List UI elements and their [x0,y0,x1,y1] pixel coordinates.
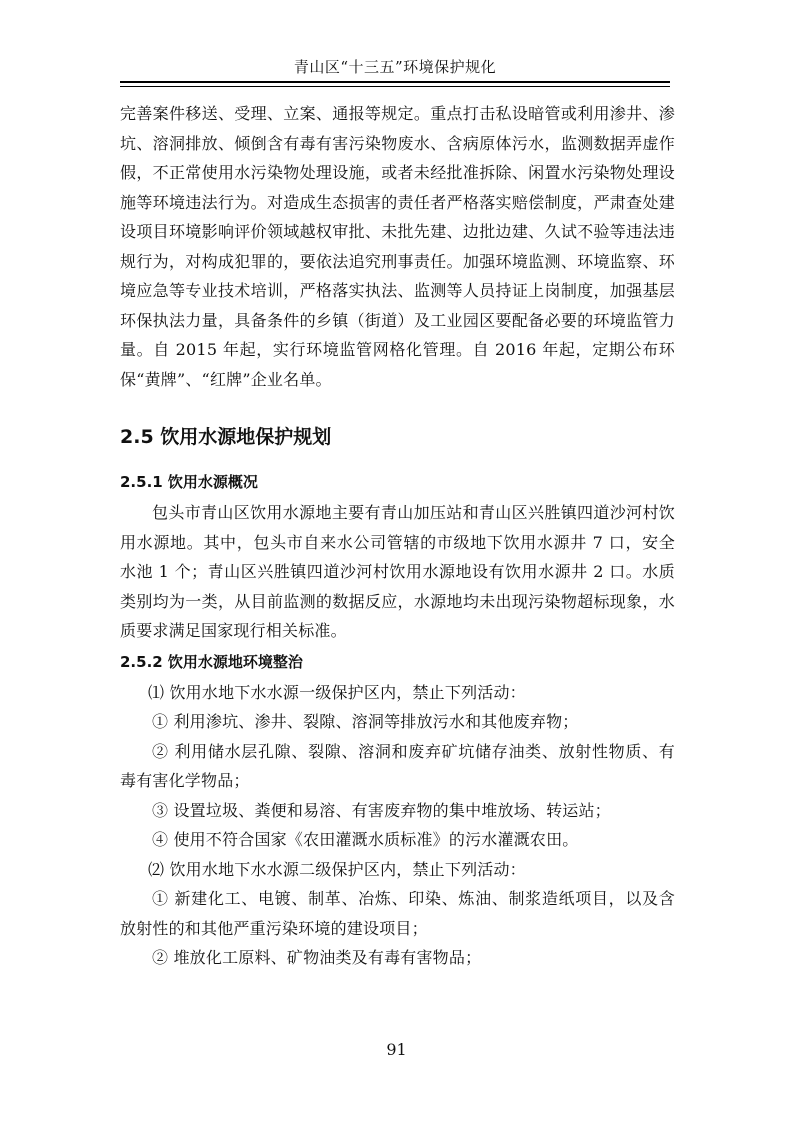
section-2-5-1-body: 包头市青山区饮用水源地主要有青山加压站和青山区兴胜镇四道沙河村饮用水源地。其中，包头市自来水公司管辖的市级地下饮用水源井 7 口，安全水池 1 个；青山区兴胜镇四道沙河村饮用水源地设有饮用水源井 2 口。水质类别均为一类，从目前监测的数据反应，水源地均未出现污染物超标现象，水质要求满足国家现行相关标准。 [120,503,675,640]
sub-clause-1: ⑴ 饮用水地下水水源一级保护区内，禁止下列活动： [148,682,526,702]
list-item: ④ 使用不符合国家《农田灌溉水质标准》的污水灌溉农田。 [152,830,579,849]
intro-paragraph: 完善案件移送、受理、立案、通报等规定。重点打击私设暗管或利用渗井、渗坑、溶洞排放、倾倒含有毒有害污染物废水、含病原体污水，监测数据弄虚作假，不正常使用水污染物处理设施，或者未经批准拆除、闲置水污染物处理设施等环境违法行为。对造成生态损害的责任者严格落实赔偿制度，严肃查处建设项目环境影响评价领域越权审批、未批先建、边批边建、久试不验等违法违规行为，对构成犯罪的，要依法追究刑事责任。加强环境监测、环境监察、环境应急等专业技术培训，严格落实执法、监测等人员持证上岗制度，加强基层环保执法力量，具备条件的乡镇（街道）及工业园区要配备必要的环境监管力量。自 2015 年起，实行环境监管网格化管理。自 2016 年起，定期公布环保“黄牌”、“红牌”企业名单。 [120,104,675,389]
list-item: ① 利用渗坑、渗井、裂隙、溶洞等排放污水和其他废弃物； [152,712,579,731]
list-item: ① 新建化工、电镀、制革、冶炼、印染、炼油、制浆造纸项目，以及含放射性的和其他严重污染环境的建设项目； [120,889,675,938]
page-body [120,99,675,973]
list-item: ③ 设置垃圾、粪便和易溶、有害废弃物的集中堆放场、转运站； [152,800,611,820]
section-heading-2-5-1: 2.5.1 饮用水源概况 [120,473,258,491]
header-rule-thin [120,86,670,87]
section-heading-2-5: 2.5 饮用水源地保护规划 [120,426,332,448]
section-heading-2-5-2: 2.5.2 饮用水源地环境整治 [120,652,303,671]
sub-clause-2: ⑵ 饮用水地下水水源二级保护区内，禁止下列活动： [148,859,526,879]
page-number: 91 [386,1040,407,1059]
header-rule-thick [120,81,670,83]
running-header: 青山区“十三五”环境保护规化 [293,58,497,76]
list-item: ② 利用储水层孔隙、裂隙、溶洞和废弃矿坑储存油类、放射性物质、有毒有害化学物品； [120,741,675,790]
list-item: ② 堆放化工原料、矿物油类及有毒有害物品； [152,948,482,967]
